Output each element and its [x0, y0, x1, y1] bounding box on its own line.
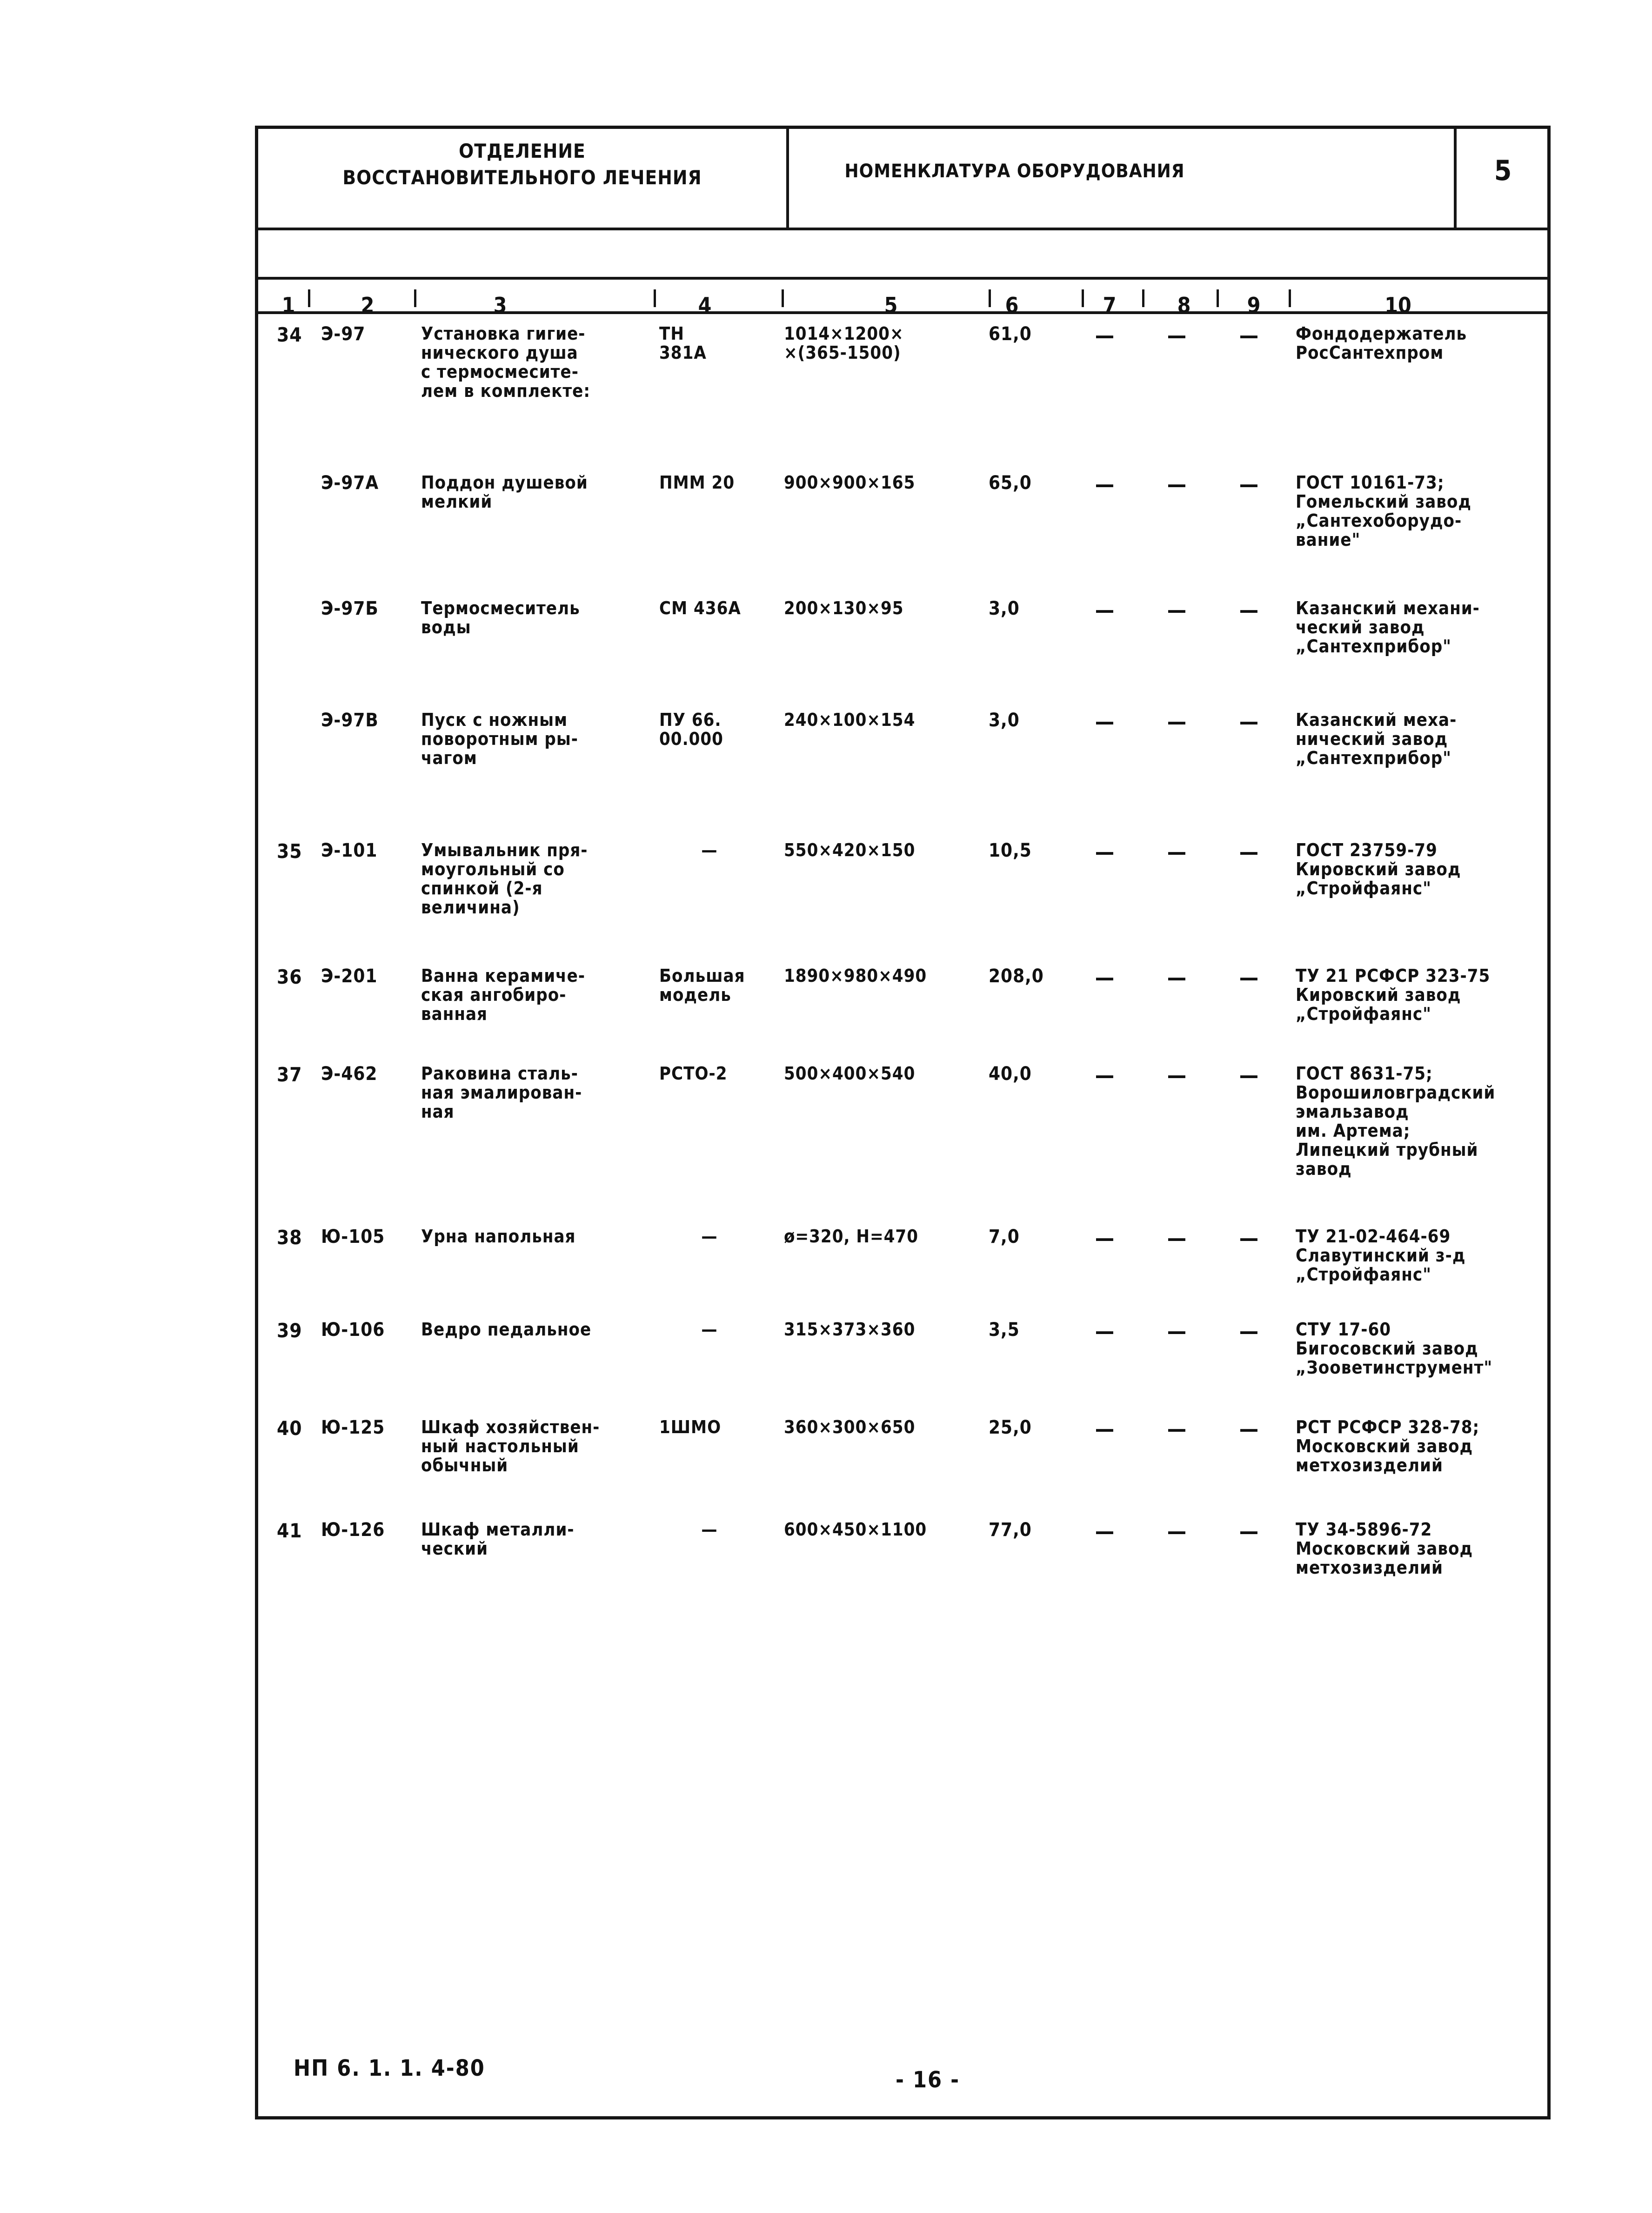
item-model: — — [701, 1226, 718, 1247]
column-9-value: — — [1239, 323, 1259, 348]
col-tick-2 — [414, 289, 416, 307]
item-mass: 65,0 — [989, 472, 1032, 494]
item-supplier-note: РСТ РСФСР 328-78; Московский завод метхозизделий — [1296, 1417, 1480, 1476]
column-8-value: — — [1167, 965, 1187, 990]
item-name: Шкаф металли- ческий — [421, 1519, 575, 1559]
row-number: 34 — [277, 323, 302, 346]
sheet-number: 5 — [1494, 154, 1512, 187]
item-dimensions: 1014×1200× ×(365-1500) — [784, 323, 904, 363]
item-mass: 40,0 — [989, 1063, 1032, 1085]
column-7-value: — — [1095, 1063, 1115, 1088]
column-7-value: — — [1095, 1519, 1115, 1544]
item-supplier-note: Казанский механи- ческий завод „Сантехприбор" — [1296, 598, 1480, 657]
item-name: Урна напольная — [421, 1226, 576, 1247]
column-9-value: — — [1239, 1416, 1259, 1442]
item-model: СМ 436А — [659, 598, 741, 618]
column-number-1: 1 — [281, 293, 295, 318]
item-mass: 3,5 — [989, 1319, 1020, 1341]
col-tick-8 — [1217, 289, 1219, 307]
item-mass: 25,0 — [989, 1417, 1032, 1438]
item-dimensions: 315×373×360 — [784, 1319, 916, 1340]
item-mass: 3,0 — [989, 710, 1020, 731]
item-mass: 7,0 — [989, 1226, 1020, 1247]
item-name: Ванна керамиче- ская ангобиро- ванная — [421, 966, 586, 1025]
item-supplier-note: ГОСТ 8631-75; Ворошиловградский эмальзавод им. Артема; Липецкий трубный завод — [1296, 1063, 1496, 1180]
col-tick-1 — [308, 289, 310, 307]
column-7-value: — — [1095, 1226, 1115, 1251]
item-supplier-note: ТУ 34-5896-72 Московский завод метхозизделий — [1296, 1519, 1473, 1578]
item-name: Поддон душевой мелкий — [421, 472, 588, 512]
column-7-value: — — [1095, 472, 1115, 497]
item-name: Раковина сталь- ная эмалирован- ная — [421, 1063, 582, 1122]
column-number-6: 6 — [1005, 293, 1019, 318]
item-code: Э-97Б — [321, 598, 379, 619]
item-mass: 77,0 — [989, 1519, 1032, 1541]
item-mass: 208,0 — [989, 966, 1044, 987]
item-supplier-note: ТУ 21 РСФСР 323-75 Кировский завод „Стройфаянс" — [1296, 966, 1491, 1025]
item-dimensions: 600×450×1100 — [784, 1519, 927, 1540]
row-number: 39 — [277, 1319, 302, 1342]
item-code: Э-97В — [321, 710, 379, 731]
column-8-value: — — [1167, 597, 1187, 623]
column-8-value: — — [1167, 1226, 1187, 1251]
column-8-value: — — [1167, 709, 1187, 734]
row-number: 36 — [277, 966, 302, 988]
item-mass: 61,0 — [989, 323, 1032, 345]
column-number-4: 4 — [698, 293, 712, 318]
item-name: Пуск с ножным поворотным ры- чагом — [421, 710, 578, 769]
row-number: 38 — [277, 1226, 302, 1249]
column-number-10: 10 — [1384, 293, 1411, 318]
column-8-value: — — [1167, 1519, 1187, 1544]
column-7-value: — — [1095, 965, 1115, 990]
item-code: Ю-105 — [321, 1226, 385, 1247]
column-7-value: — — [1095, 597, 1115, 623]
item-code: Э-97 — [321, 323, 366, 345]
item-dimensions: 900×900×165 — [784, 472, 916, 493]
item-supplier-note: ГОСТ 23759-79 Кировский завод „Стройфаянс" — [1296, 840, 1461, 899]
column-9-value: — — [1239, 1519, 1259, 1544]
item-model: РСТО-2 — [659, 1063, 728, 1084]
column-number-9: 9 — [1247, 293, 1261, 318]
item-supplier-note: СТУ 17-60 Бигосовский завод „Зооветинструмент" — [1296, 1319, 1493, 1378]
row-number: 40 — [277, 1417, 302, 1440]
item-mass: 10,5 — [989, 840, 1032, 861]
column-9-value: — — [1239, 1063, 1259, 1088]
column-7-value: — — [1095, 323, 1115, 348]
column-9-value: — — [1239, 709, 1259, 734]
header-bottom-line — [258, 228, 1547, 230]
col-tick-5 — [989, 289, 991, 307]
item-dimensions: 1890×980×490 — [784, 966, 927, 986]
item-model: ПУ 66. 00.000 — [659, 710, 723, 750]
document-title: НОМЕНКЛАТУРА ОБОРУДОВАНИЯ — [844, 161, 1185, 182]
col-tick-3 — [654, 289, 656, 307]
item-code: Э-101 — [321, 840, 378, 861]
column-8-value: — — [1167, 1416, 1187, 1442]
item-code: Ю-125 — [321, 1417, 385, 1438]
item-dimensions: 360×300×650 — [784, 1417, 916, 1437]
item-model: — — [701, 1519, 718, 1540]
item-name: Установка гигие- нического душа с термосмесите- лем в комплекте: — [421, 323, 591, 402]
column-number-5: 5 — [884, 293, 898, 318]
item-model: ТН 381А — [659, 323, 707, 363]
column-9-value: — — [1239, 472, 1259, 497]
column-8-value: — — [1167, 839, 1187, 865]
column-7-value: — — [1095, 1319, 1115, 1344]
col-tick-6 — [1082, 289, 1084, 307]
item-supplier-note: ТУ 21-02-464-69 Славутинский з-д „Стройфаянс" — [1296, 1226, 1466, 1285]
column-number-8: 8 — [1177, 293, 1191, 318]
item-model: — — [701, 1319, 718, 1340]
item-dimensions: 550×420×150 — [784, 840, 916, 860]
item-code: Э-97А — [321, 472, 379, 494]
item-model: ПММ 20 — [659, 472, 735, 493]
column-number-7: 7 — [1103, 293, 1117, 318]
item-model: Большая модель — [659, 966, 745, 1006]
section-title-line2: ВОССТАНОВИТЕЛЬНОГО ЛЕЧЕНИЯ — [342, 166, 702, 189]
document-code: НП 6. 1. 1. 4-80 — [294, 2055, 485, 2081]
item-code: Ю-106 — [321, 1319, 385, 1341]
item-dimensions: 200×130×95 — [784, 598, 904, 618]
column-header-bottom-line — [258, 311, 1547, 314]
column-8-value: — — [1167, 323, 1187, 348]
section-title — [258, 138, 786, 191]
item-code: Э-462 — [321, 1063, 378, 1085]
column-9-value: — — [1239, 1226, 1259, 1251]
item-mass: 3,0 — [989, 598, 1020, 619]
column-8-value: — — [1167, 1063, 1187, 1088]
item-code: Э-201 — [321, 966, 378, 987]
column-8-value: — — [1167, 472, 1187, 497]
document-frame — [255, 126, 1551, 2119]
col-tick-9 — [1289, 289, 1291, 307]
column-7-value: — — [1095, 1416, 1115, 1442]
column-header-top-line — [258, 277, 1547, 280]
col-tick-7 — [1142, 289, 1144, 307]
column-8-value: — — [1167, 1319, 1187, 1344]
section-title-line1: ОТДЕЛЕНИЕ — [459, 140, 586, 162]
item-dimensions: 240×100×154 — [784, 710, 916, 730]
item-supplier-note: ГОСТ 10161-73; Гомельский завод „Сантехоборудо- вание" — [1296, 472, 1472, 550]
item-name: Шкаф хозяйствен- ный настольный обычный — [421, 1417, 600, 1476]
column-number-3: 3 — [493, 293, 507, 318]
column-9-value: — — [1239, 965, 1259, 990]
item-model: — — [701, 840, 718, 860]
item-dimensions: ø=320, Н=470 — [784, 1226, 919, 1247]
column-9-value: — — [1239, 839, 1259, 865]
column-9-value: — — [1239, 1319, 1259, 1344]
col-tick-4 — [782, 289, 784, 307]
item-dimensions: 500×400×540 — [784, 1063, 916, 1084]
column-number-2: 2 — [361, 293, 375, 318]
item-name: Ведро педальное — [421, 1319, 592, 1340]
item-supplier-note: Фондодержатель РосСантехпром — [1296, 323, 1467, 363]
item-model: 1ШМО — [659, 1417, 722, 1437]
column-9-value: — — [1239, 597, 1259, 623]
column-7-value: — — [1095, 839, 1115, 865]
row-number: 37 — [277, 1063, 302, 1086]
item-code: Ю-126 — [321, 1519, 385, 1541]
row-number: 41 — [277, 1519, 302, 1542]
column-7-value: — — [1095, 709, 1115, 734]
item-supplier-note: Казанский меха- нический завод „Сантехприбор" — [1296, 710, 1457, 769]
item-name: Термосмеситель воды — [421, 598, 580, 638]
row-number: 35 — [277, 840, 302, 863]
page-number: - 16 - — [896, 2067, 960, 2093]
item-name: Умывальник пря- моугольный со спинкой (2-я величина) — [421, 840, 588, 918]
